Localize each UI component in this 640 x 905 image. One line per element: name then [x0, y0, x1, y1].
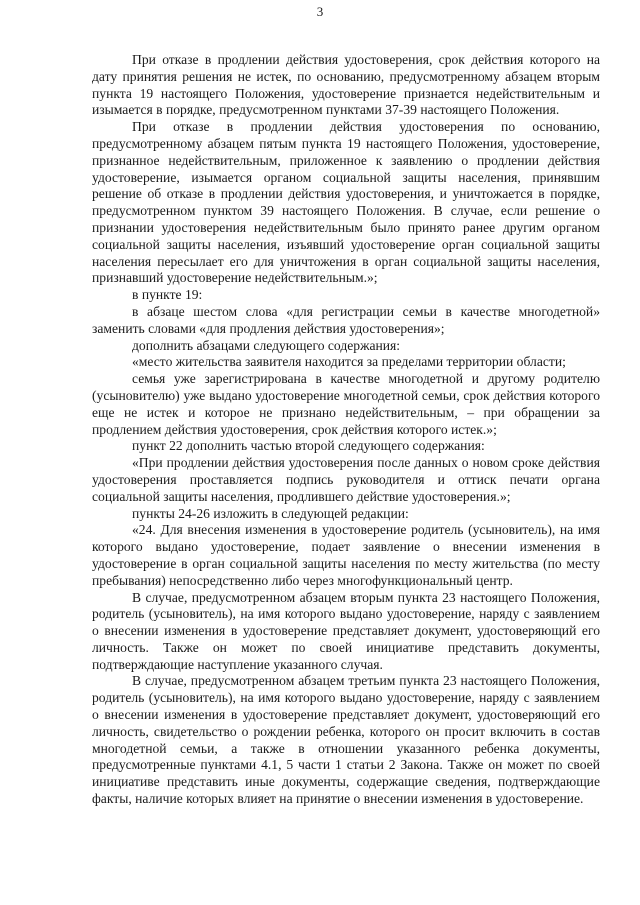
document-body: [92, 52, 600, 808]
paragraph-2: При отказе в продлении действия удостоверения по основанию, предусмотренному абзацем пятым пункта 19 настоящего Положения, удостоверение, признанное недействительным, приложенное к заявлению о продлении действия удостоверение, изымается органом социальной защиты населения, принявшим решение об отказе в продлении действия удостоверения, и уничтожается в порядке, предусмотренном пунктом 39 настоящего Положения. В случае, если решение о признании удостоверения недействительным было принято ранее другим органом социальной защиты населения, изъявший удостоверение орган социальной защиты населения пересылает его для уничтожения в орган социальной защиты населения, признавший удостоверение недействительным.»;: [92, 119, 600, 286]
paragraph-10: пункты 24-26 изложить в следующей редакции:: [132, 505, 409, 521]
paragraph-3: в пункте 19:: [132, 287, 203, 303]
paragraph-11: «24. Для внесения изменения в удостоверение родитель (усыновитель), на имя которого выдано удостоверение, подает заявление о внесении изменения в удостоверение в орган социальной защиты населения по месту жительства (по месту пребывания) непосредственно либо через многофункциональный центр.: [92, 522, 600, 588]
paragraph-4: в абзаце шестом слова «для регистрации семьи в качестве многодетной» заменить словами «для продления действия удостоверения»;: [92, 303, 600, 336]
paragraph-1: При отказе в продлении действия удостоверения, срок действия которого на дату принятия решения не истек, по основанию, предусмотренному абзацем вторым пункта 19 настоящего Положения, удостоверение признается недействительным и изымается в порядке, предусмотренном пунктами 37-39 настоящего Положения.: [92, 52, 600, 118]
paragraph-12: В случае, предусмотренном абзацем вторым пункта 23 настоящего Положения, родитель (усыновитель), на имя которого выдано удостоверение, наряду с заявлением о внесении изменения в удостоверение представляет документ, удостоверяющий его личность. Также он может по своей инициативе представить документы, подтверждающие наступление указанного случая.: [92, 589, 600, 672]
paragraph-6: «место жительства заявителя находится за пределами территории области;: [132, 354, 566, 370]
paragraph-5: дополнить абзацами следующего содержания:: [132, 337, 401, 353]
paragraph-9: «При продлении действия удостоверения после данных о новом сроке действия удостоверения проставляется подпись руководителя и оттиск печати органа социальной защиты населения, продлившего действие удостоверения.»;: [92, 455, 600, 504]
paragraph-13: В случае, предусмотренном абзацем третьим пункта 23 настоящего Положения, родитель (усыновитель), на имя которого выдано удостоверение, наряду с заявлением о внесении изменения в удостоверение представляет документ, удостоверяющий его личность, свидетельство о рождении ребенка, которого он просит включить в состав многодетной семьи, а также в отношении указанного ребенка документы, предусмотренные пунктами 4.1, 5 части 1 статьи 2 Закона. Также он может по своей инициативе представить иные документы, содержащие сведения, подтверждающие факты, наличие которых влияет на принятие о внесении изменения в удостоверение.: [92, 673, 600, 807]
page-number: 3: [316, 4, 324, 19]
paragraph-7: семья уже зарегистрирована в качестве многодетной и другому родителю (усыновителю) уже выдано удостоверение многодетной семьи, срок действия которого еще не истек и которое не признано недействительным, – при обращении за продлением действия удостоверения, срок действия которого истек.»;: [92, 371, 600, 437]
paragraph-8: пункт 22 дополнить частью второй следующего содержания:: [132, 438, 485, 454]
